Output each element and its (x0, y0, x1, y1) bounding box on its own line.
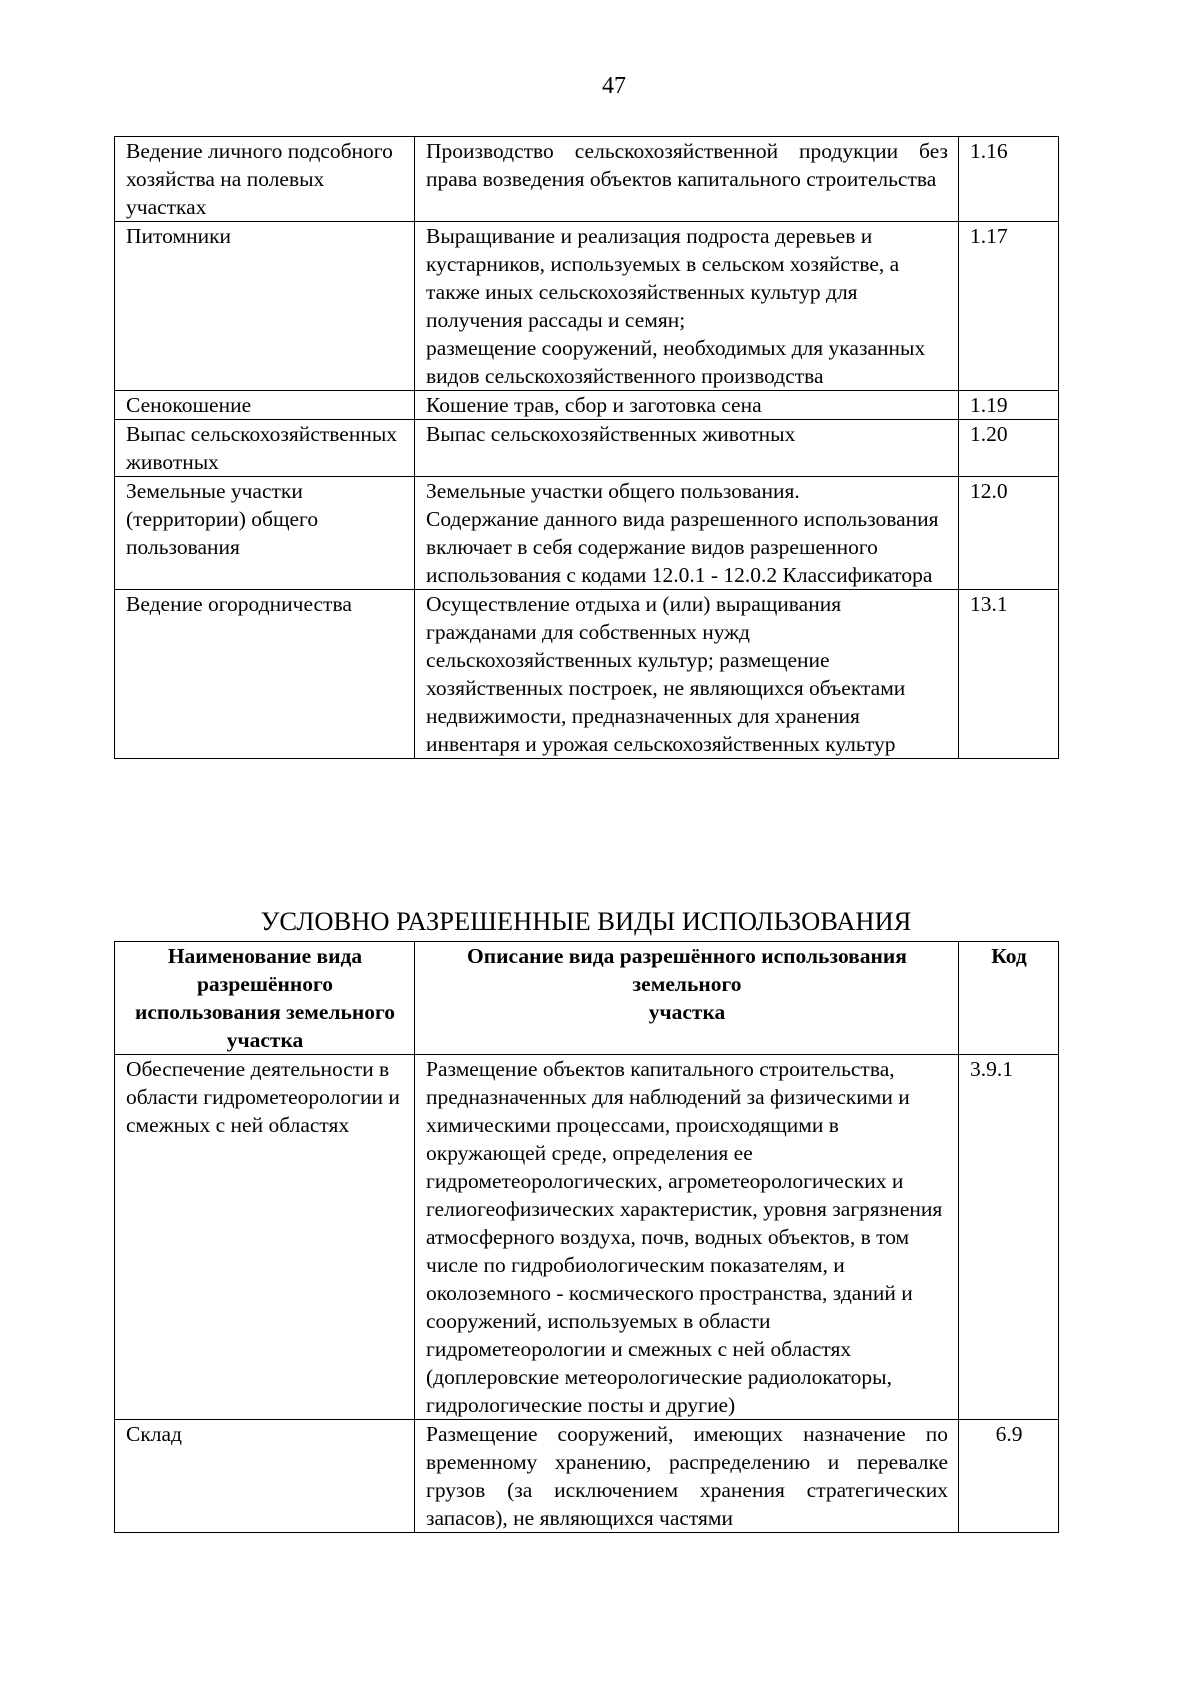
use-code-cell: 13.1 (959, 590, 1059, 759)
use-code-cell: 12.0 (959, 477, 1059, 590)
use-description-cell: Размещение сооружений, имеющих назначение по временному хранению, распределению и перевалке грузов (за исключением хранения стратегических запасов), не являющихся частями (415, 1420, 959, 1533)
use-code-cell: 6.9 (959, 1420, 1059, 1533)
use-name-cell: Земельные участки (территории) общего пользования (115, 477, 415, 590)
permitted-uses-table (114, 136, 1059, 759)
use-description-cell: Размещение объектов капитального строительства, предназначенных для наблюдений за физическими и химическими процессами, происходящими в окружающей среде, определения ее гидрометеорологических, агрометеорологических и гелиогеофизических характеристик, уровня загрязнения атмосферного воздуха, почв, водных объектов, в том числе по гидробиологическим показателям, и околоземного - космического пространства, зданий и сооружений, используемых в области гидрометеорологии и смежных с ней областях (доплеровские метеорологические радиолокаторы, гидрологические посты и другие) (415, 1055, 959, 1420)
table-row (115, 222, 1059, 391)
use-name-cell: Ведение личного подсобного хозяйства на полевых участках (115, 137, 415, 222)
use-description-cell: Кошение трав, сбор и заготовка сена (415, 391, 959, 420)
use-name-cell: Сенокошение (115, 391, 415, 420)
section-title: УСЛОВНО РАЗРЕШЕННЫЕ ВИДЫ ИСПОЛЬЗОВАНИЯ (260, 906, 912, 936)
use-name-cell: Питомники (115, 222, 415, 391)
use-description-cell: Земельные участки общего пользования. Содержание данного вида разрешенного использования включает в себя содержание видов разрешенного использования с кодами 12.0.1 - 12.0.2 Классификатора (415, 477, 959, 590)
use-code-cell: 1.19 (959, 391, 1059, 420)
table-row (115, 1055, 1059, 1420)
table-row (115, 477, 1059, 590)
use-name-cell: Ведение огородничества (115, 590, 415, 759)
use-description-cell: Выпас сельскохозяйственных животных (415, 420, 959, 477)
table-row (115, 420, 1059, 477)
column-header-code: Код (959, 942, 1059, 1055)
table-header-row (115, 942, 1059, 1055)
table-row (115, 137, 1059, 222)
use-code-cell: 1.16 (959, 137, 1059, 222)
use-code-cell: 3.9.1 (959, 1055, 1059, 1420)
use-name-cell: Выпас сельскохозяйственных животных (115, 420, 415, 477)
use-description-cell: Осуществление отдыха и (или) выращивания гражданами для собственных нужд сельскохозяйственных культур; размещение хозяйственных построек, не являющихся объектами недвижимости, предназначенных для хранения инвентаря и урожая сельскохозяйственных культур (415, 590, 959, 759)
table-row (115, 1420, 1059, 1533)
use-description-cell: Выращивание и реализация подроста деревьев и кустарников, используемых в сельском хозяйстве, а также иных сельскохозяйственных культур для получения рассады и семян; размещение сооружений, необходимых для указанных видов сельскохозяйственного производства (415, 222, 959, 391)
table-row (115, 391, 1059, 420)
column-header-name: Наименование вида разрешённого использования земельного участка (115, 942, 415, 1055)
page-number: 47 (602, 73, 626, 99)
table-row (115, 590, 1059, 759)
conditionally-permitted-uses-table (114, 941, 1059, 1533)
use-code-cell: 1.17 (959, 222, 1059, 391)
use-code-cell: 1.20 (959, 420, 1059, 477)
use-description-cell: Производство сельскохозяйственной продукции без права возведения объектов капитального строительства (415, 137, 959, 222)
use-name-cell: Склад (115, 1420, 415, 1533)
column-header-description: Описание вида разрешённого использования земельного участка (415, 942, 959, 1055)
use-name-cell: Обеспечение деятельности в области гидрометеорологии и смежных с ней областях (115, 1055, 415, 1420)
